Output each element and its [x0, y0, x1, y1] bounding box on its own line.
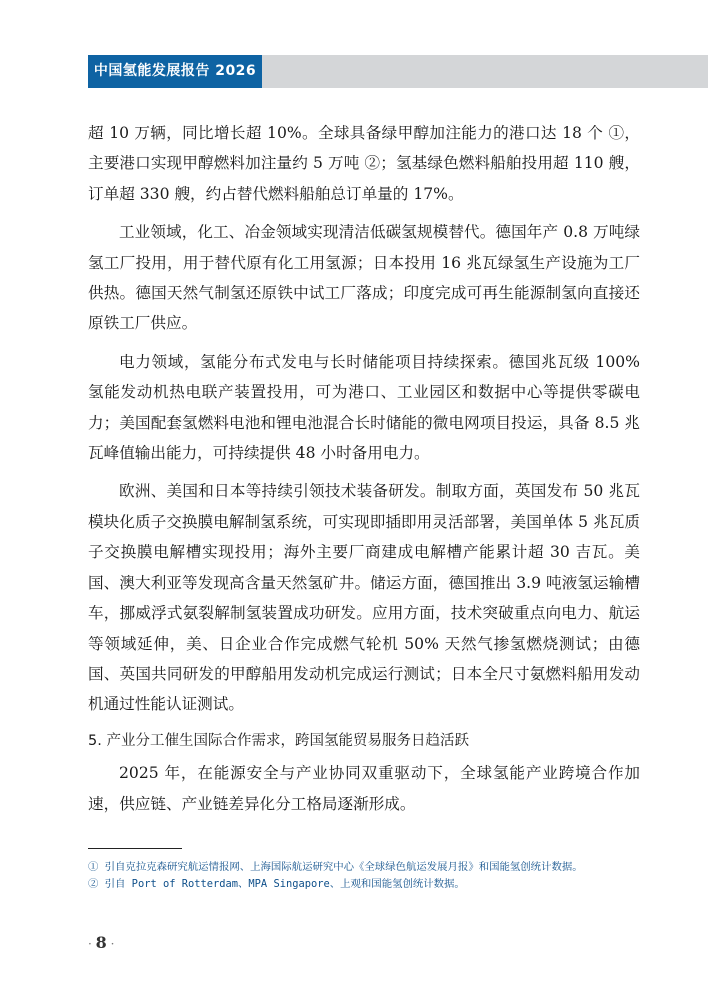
- section-heading: 5. 产业分工催生国际合作需求，跨国氢能贸易服务日趋活跃: [88, 732, 469, 749]
- paragraph-4: 欧洲、美国和日本等持续引领技术装备研发。制取方面，英国发布 50 兆瓦模块化质子交换膜电解制氢系统，可实现即插即用灵活部署，美国单体 5 兆瓦质子交换膜电解槽实现投用；海外主要厂商建成电解槽产能累计超 30 吉瓦。美国、澳大利亚等发现高含量天然氢矿井。储运方面，德国推出 3.9 吨液氢运输槽车，挪威浮式氨裂解制氢装置成功研发。应用方面，技术突破重点向电力、航运等领域延伸，美、日企业合作完成燃气轮机 50% 天然气掺氢燃烧测试；由德国、英国共同研发的甲醇船用发动机完成运行测试；日本全尺寸氨燃料船用发动机通过性能认证测试。: [88, 482, 640, 714]
- header-bar: [262, 55, 708, 88]
- paragraph-5: 2025 年，在能源安全与产业协同双重驱动下，全球氢能产业跨境合作加速，供应链、产业链差异化分工格局逐渐形成。: [88, 764, 640, 813]
- footnote-rule: [88, 848, 182, 849]
- body-text: [88, 118, 640, 819]
- page-number: · 8 ·: [88, 933, 115, 952]
- report-title: 中国氢能发展报告 2026: [88, 55, 262, 88]
- footnotes: [88, 859, 640, 893]
- page-number-value: 8: [95, 933, 107, 952]
- footnote-2: ② 引自 Port of Rotterdam、MPA Singapore、上观和国能氢创统计数据。: [88, 878, 465, 890]
- footnote-1: ① 引自克拉克森研究航运情报网、上海国际航运研究中心《全球绿色航运发展月报》和国能氢创统计数据。: [88, 861, 583, 873]
- paragraph-3: 电力领域，氢能分布式发电与长时储能项目持续探索。德国兆瓦级 100% 氢能发动机热电联产装置投用，可为港口、工业园区和数据中心等提供零碳电力；美国配套氢燃料电池和锂电池混合长时储能的微电网项目投运，具备 8.5 兆瓦峰值输出能力，可持续提供 48 小时备用电力。: [88, 352, 640, 463]
- running-header: [0, 55, 722, 88]
- paragraph-2: 工业领域，化工、冶金领域实现清洁低碳氢规模替代。德国年产 0.8 万吨绿氢工厂投用，用于替代原有化工用氢源；日本投用 16 兆瓦绿氢生产设施为工厂供热。德国天然气制氢还原铁中试工厂落成；印度完成可再生能源制氢向直接还原铁工厂供应。: [88, 223, 640, 333]
- paragraph-1: 超 10 万辆，同比增长超 10%。全球具备绿甲醇加注能力的港口达 18 个 ①，主要港口实现甲醇燃料加注量约 5 万吨 ②；氢基绿色燃料船舶投用超 110 艘，订单超 330 艘，约占替代燃料船舶总订单量的 17%。: [88, 124, 640, 203]
